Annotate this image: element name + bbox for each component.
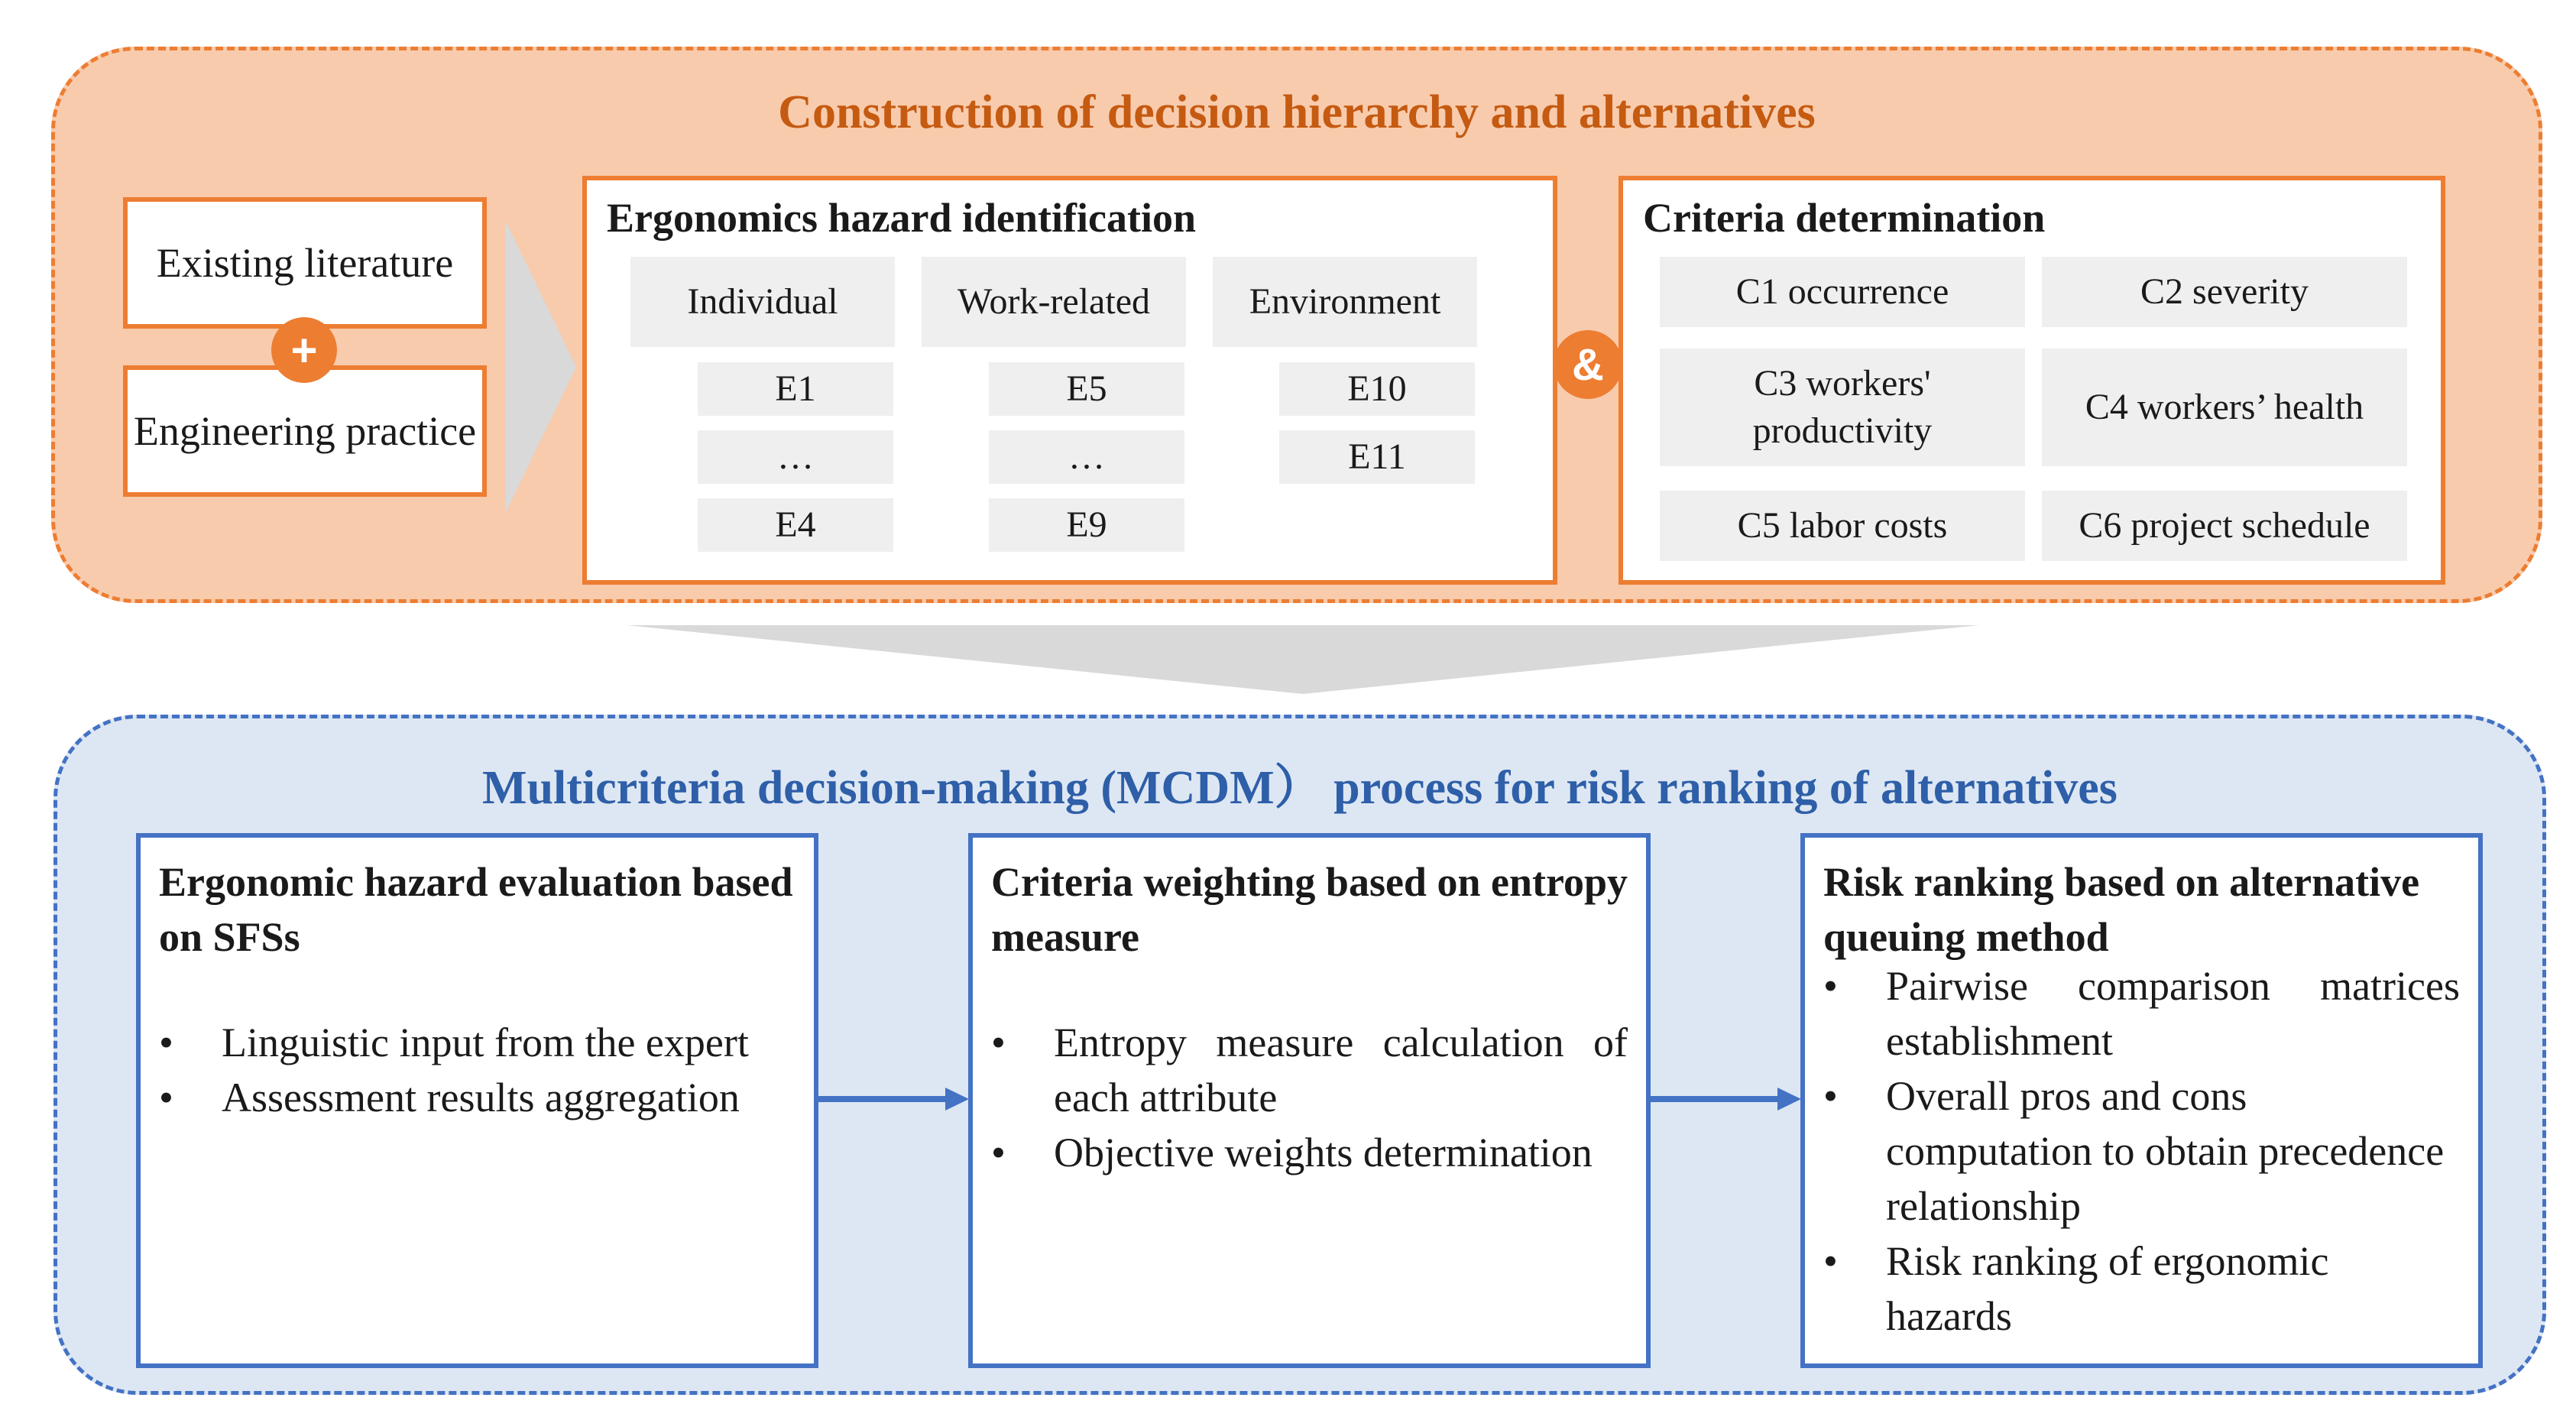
hazard-item: … (698, 430, 893, 484)
step-bullet-list (159, 1015, 795, 1125)
right-arrow (818, 1084, 969, 1114)
category-work-related: Work-related (922, 257, 1186, 347)
plus-icon: + (271, 317, 337, 383)
engineering-practice-box: Engineering practice (123, 365, 487, 497)
step-risk-ranking-box (1800, 833, 2483, 1368)
hierarchy-construction-title: Construction of decision hierarchy and alternatives (778, 86, 1816, 138)
bullet-item: • Objective weights determination (991, 1125, 1628, 1180)
bullet-item: • Assessment results aggregation (159, 1070, 795, 1125)
ampersand-icon: & (1554, 330, 1622, 399)
criterion-c6: C6 project schedule (2042, 491, 2407, 561)
criterion-c2: C2 severity (2042, 257, 2407, 327)
hazard-identification-title: Ergonomics hazard identification (607, 195, 1196, 241)
criteria-determination-box (1619, 176, 2445, 585)
bullet-item: • Pairwise comparison matrices establishment (1823, 958, 2460, 1068)
criterion-c4: C4 workers’ health (2042, 349, 2407, 466)
hazard-item: E4 (698, 498, 893, 552)
step-bullet-list (991, 1015, 1628, 1180)
step-hazard-evaluation-box (136, 833, 818, 1368)
hazard-item: E5 (989, 362, 1184, 416)
hazard-item: E9 (989, 498, 1184, 552)
category-individual: Individual (630, 257, 895, 347)
step-bullet-list (1823, 958, 2460, 1344)
bullet-item: • Overall pros and cons computation to obtain precedence relationship (1823, 1068, 2460, 1234)
hazard-identification-box (582, 176, 1557, 585)
criterion-c5: C5 labor costs (1660, 491, 2025, 561)
right-chevron-arrow (506, 222, 576, 512)
existing-literature-box: Existing literature (123, 197, 487, 329)
down-arrow (627, 625, 1979, 694)
step-title: Risk ranking based on alternative queuing method (1823, 859, 2420, 960)
step-criteria-weighting-box (968, 833, 1651, 1368)
step-title: Ergonomic hazard evaluation based on SFSs (159, 859, 793, 960)
mcdm-process-title: Multicriteria decision-making (MCDM） process for risk ranking of alternatives (482, 762, 2118, 814)
hazard-item: E10 (1279, 362, 1475, 416)
category-environment: Environment (1213, 257, 1477, 347)
criterion-c3: C3 workers' productivity (1660, 349, 2025, 466)
hazard-item: E1 (698, 362, 893, 416)
bullet-item: • Entropy measure calculation of each attribute (991, 1015, 1628, 1125)
bullet-item: • Linguistic input from the expert (159, 1015, 795, 1070)
step-title: Criteria weighting based on entropy measure (991, 859, 1628, 960)
criteria-determination-title: Criteria determination (1643, 195, 2046, 241)
hazard-item: E11 (1279, 430, 1475, 484)
right-arrow (1651, 1084, 1801, 1114)
criterion-c1: C1 occurrence (1660, 257, 2025, 327)
hazard-item: … (989, 430, 1184, 484)
bullet-item: • Risk ranking of ergonomic hazards (1823, 1234, 2460, 1344)
